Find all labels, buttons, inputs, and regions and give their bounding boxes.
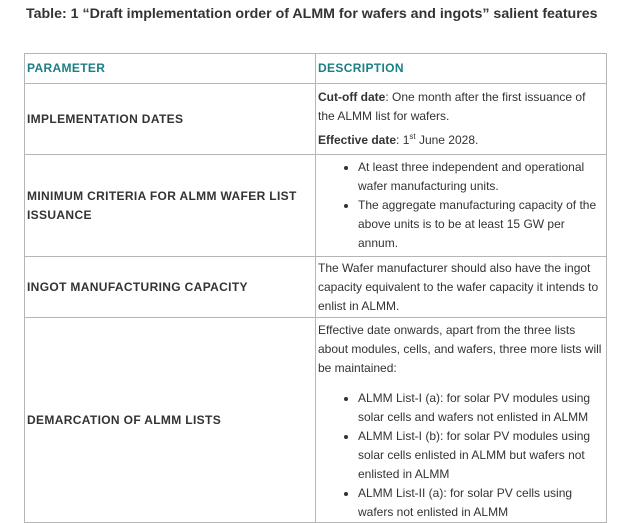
row-description [316,318,607,523]
table-row [25,318,607,523]
row-description [316,155,607,257]
effective-date-ordinal: st [409,132,416,141]
table-row [25,257,607,318]
effective-date-prefix: : 1 [396,133,410,147]
effective-date-label: Effective date [318,133,397,147]
cutoff-date-text: : One month after the first issuance of the ALMM list for wafers. [318,90,586,123]
lists-list [318,389,603,522]
list-item: • ALMM List-I (b): for solar PV modules using solar cells enlisted in ALMM but wafers not enlisted in ALMM [358,427,603,484]
cutoff-date-line [318,88,603,126]
header-description: DESCRIPTION [316,54,607,84]
features-table [24,53,607,523]
list-item: • The aggregate manufacturing capacity of the above units is to be at least 15 GW per annum. [358,196,603,253]
table-row [25,155,607,257]
list-item: • ALMM List-II (a): for solar PV cells using wafers not enlisted in ALMM [358,484,603,522]
list-item: • ALMM List-I (a): for solar PV modules using solar cells and wafers not enlisted in ALMM [358,389,603,427]
row-parameter: INGOT MANUFACTURING CAPACITY [25,257,316,318]
header-parameter: PARAMETER [25,54,316,84]
row-parameter: IMPLEMENTATION DATES [25,84,316,155]
lists-intro: Effective date onwards, apart from the three lists about modules, cells, and wafers, three more lists will be maintained: [318,323,602,375]
row-parameter: DEMARCATION OF ALMM LISTS [25,318,316,523]
effective-date-suffix: June 2028. [415,133,479,147]
list-item: • At least three independent and operational wafer manufacturing units. [358,158,603,196]
criteria-list [318,158,603,253]
table-row [25,84,607,155]
table-header-row [25,54,607,84]
effective-date-line [318,131,603,150]
table-title: Table: 1 “Draft implementation order of ALMM for wafers and ingots” salient features [26,6,598,22]
cutoff-date-label: Cut-off date [318,90,386,104]
row-parameter: MINIMUM CRITERIA FOR ALMM WAFER LIST ISSUANCE [25,155,316,257]
row-description [316,84,607,155]
row-description: The Wafer manufacturer should also have the ingot capacity equivalent to the wafer capacity it intends to enlist in ALMM. [316,257,607,318]
